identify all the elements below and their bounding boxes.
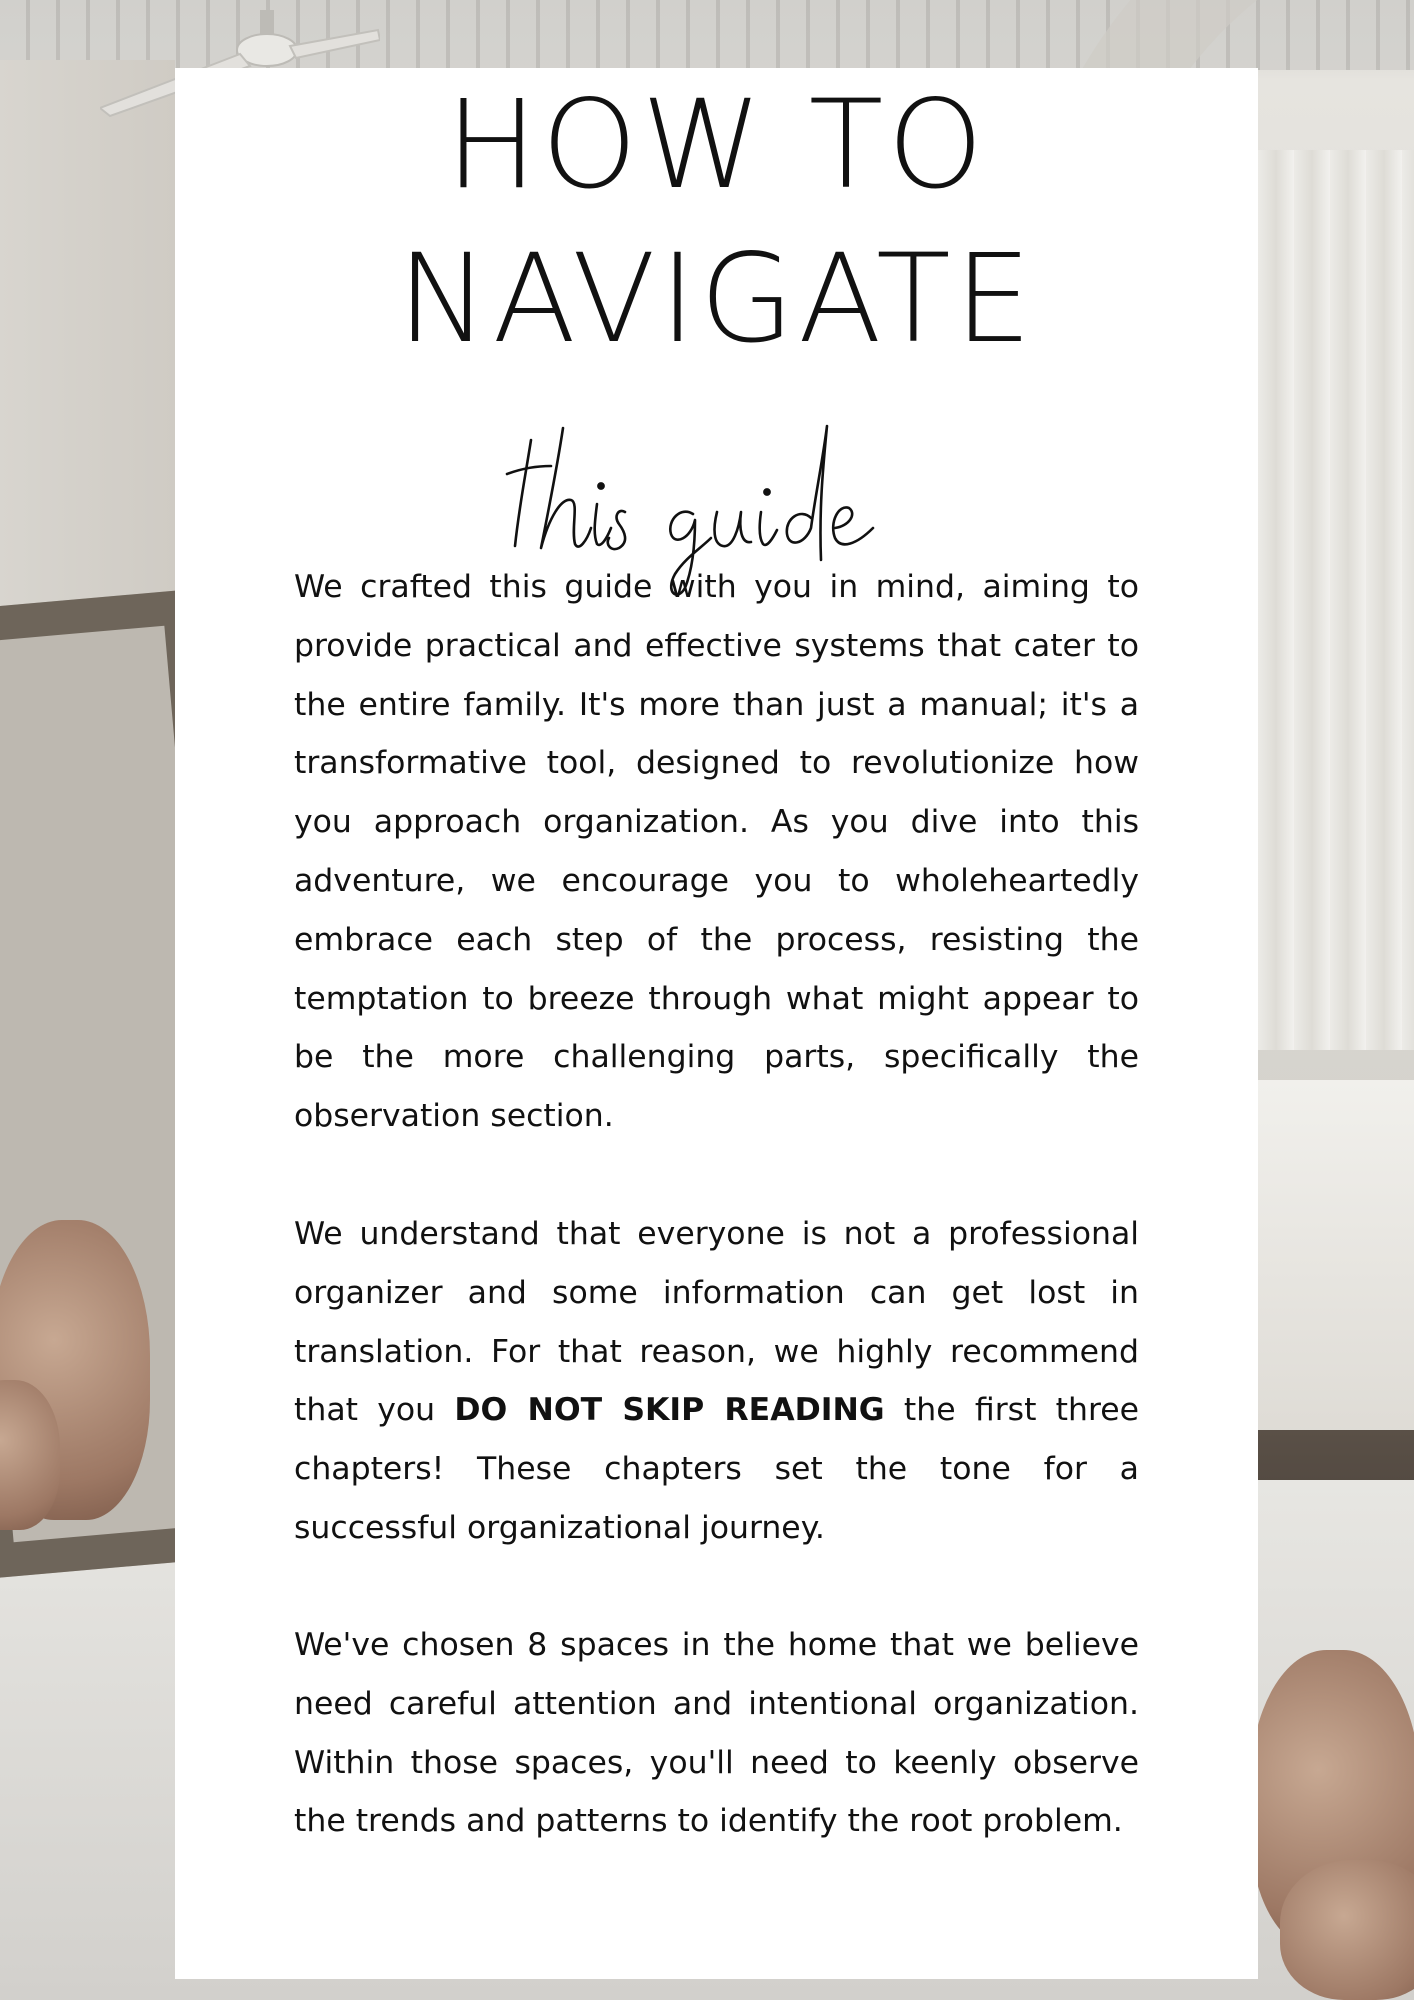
clay-bowl (1280, 1860, 1414, 2000)
paragraph-spaces: We've chosen 8 spaces in the home that we believe need careful attention and intentional organization. Within those spaces, you'll need to keenly observe the trends and patterns to identify the root problem. (294, 1627, 1139, 1840)
content-panel (175, 68, 1258, 1979)
curtain (1258, 150, 1414, 1050)
page-title-line-2: NAVIGATE (397, 228, 1036, 370)
paragraph-reading-advice-end: the first three chapters! These chapters set the tone for a successful organizational journey. (294, 1392, 1140, 1546)
bed (1258, 1080, 1414, 1440)
paragraph-reading-advice-start: We understand that everyone is not a professional organizer and some information can get lost in translation. For that reason, we highly recommend that you (294, 1216, 1139, 1429)
emphasis-do-not-skip: DO NOT SKIP READING (454, 1392, 885, 1429)
paragraph-reading-advice (294, 1205, 1139, 1558)
paragraph-intro: We crafted this guide with you in mind, aiming to provide practical and effective systems that cater to the entire family. It's more than just a manual; it's a transformative tool, designed to revolutionize how you approach organization. As you dive into this adventure, we encourage you to wholeheartedly embrace each step of the process, resisting the temptation to breeze through what might appear to be the more challenging parts, specifically the observation section. (294, 569, 1139, 1135)
page-title-line-1: HOW TO (445, 74, 988, 216)
